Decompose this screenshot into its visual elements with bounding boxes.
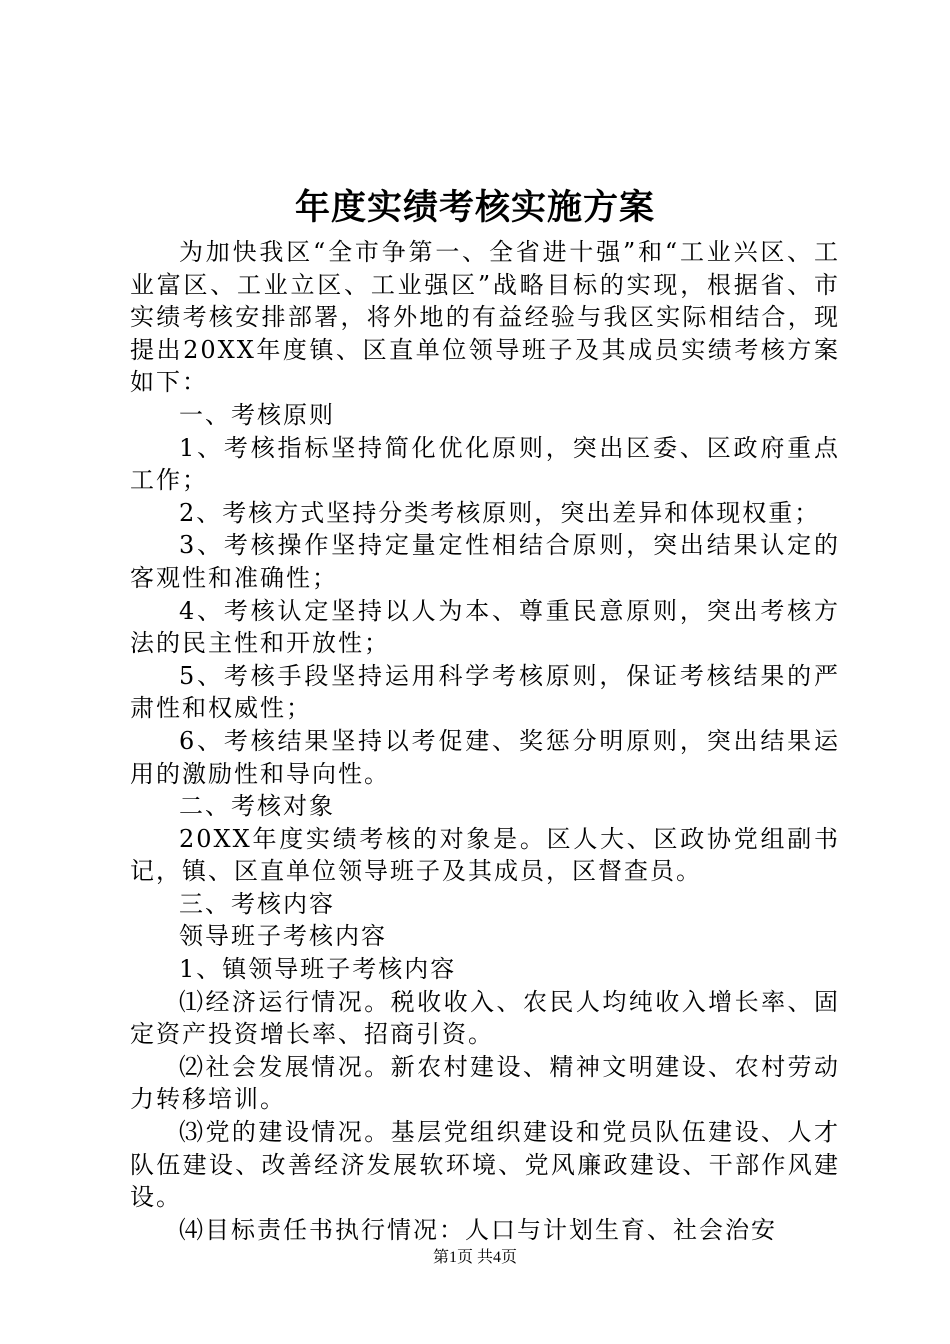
intro-paragraph: 为加快我区“全市争第一、全省进十强”和“工业兴区、工业富区、工业立区、工业强区”战略目标的实现，根据省、市实绩考核安排部署，将外地的有益经验与我区实际相结合，现提出20XX年度镇、区直单位领导班子及其成员实绩考核方案如下： (130, 238, 840, 397)
section-heading-content: 三、考核内容 (179, 889, 335, 918)
principle-item-6: 6、考核结果坚持以考促建、奖惩分明原则，突出结果运用的激励性和导向性。 (130, 726, 840, 788)
principle-item-4: 4、考核认定坚持以人为本、尊重民意原则，突出考核方法的民主性和开放性； (130, 596, 840, 658)
page-number-footer: 第1页 共4页 (432, 1249, 517, 1266)
targets-paragraph: 20XX年度实绩考核的对象是。区人大、区政协党组副书记，镇、区直单位领导班子及其成员，区督查员。 (130, 824, 840, 886)
content-item-4: ⑷目标责任书执行情况：人口与计划生育、社会治安 (179, 1215, 777, 1244)
principle-item-5: 5、考核手段坚持运用科学考核原则，保证考核结果的严肃性和权威性； (130, 661, 840, 723)
content-item-1: ⑴经济运行情况。税收收入、农民人均纯收入增长率、固定资产投资增长率、招商引资。 (130, 987, 840, 1049)
subsection-heading-leadership: 领导班子考核内容 (179, 922, 387, 951)
document-body (130, 236, 840, 1246)
content-item-2: ⑵社会发展情况。新农村建设、精神文明建设、农村劳动力转移培训。 (130, 1052, 840, 1114)
principle-item-2: 2、考核方式坚持分类考核原则，突出差异和体现权重； (179, 498, 821, 527)
content-item-3: ⑶党的建设情况。基层党组织建设和党员队伍建设、人才队伍建设、改善经济发展软环境、党风廉政建设、干部作风建设。 (130, 1118, 840, 1212)
subsection-heading-town: 1、镇领导班子考核内容 (179, 955, 457, 984)
section-heading-principles: 一、考核原则 (179, 400, 335, 429)
section-heading-targets: 二、考核对象 (179, 792, 335, 821)
principle-item-1: 1、考核指标坚持简化优化原则，突出区委、区政府重点工作； (130, 433, 840, 495)
document-title: 年度实绩考核实施方案 (294, 188, 655, 228)
principle-item-3: 3、考核操作坚持定量定性相结合原则，突出结果认定的客观性和准确性； (130, 531, 840, 592)
